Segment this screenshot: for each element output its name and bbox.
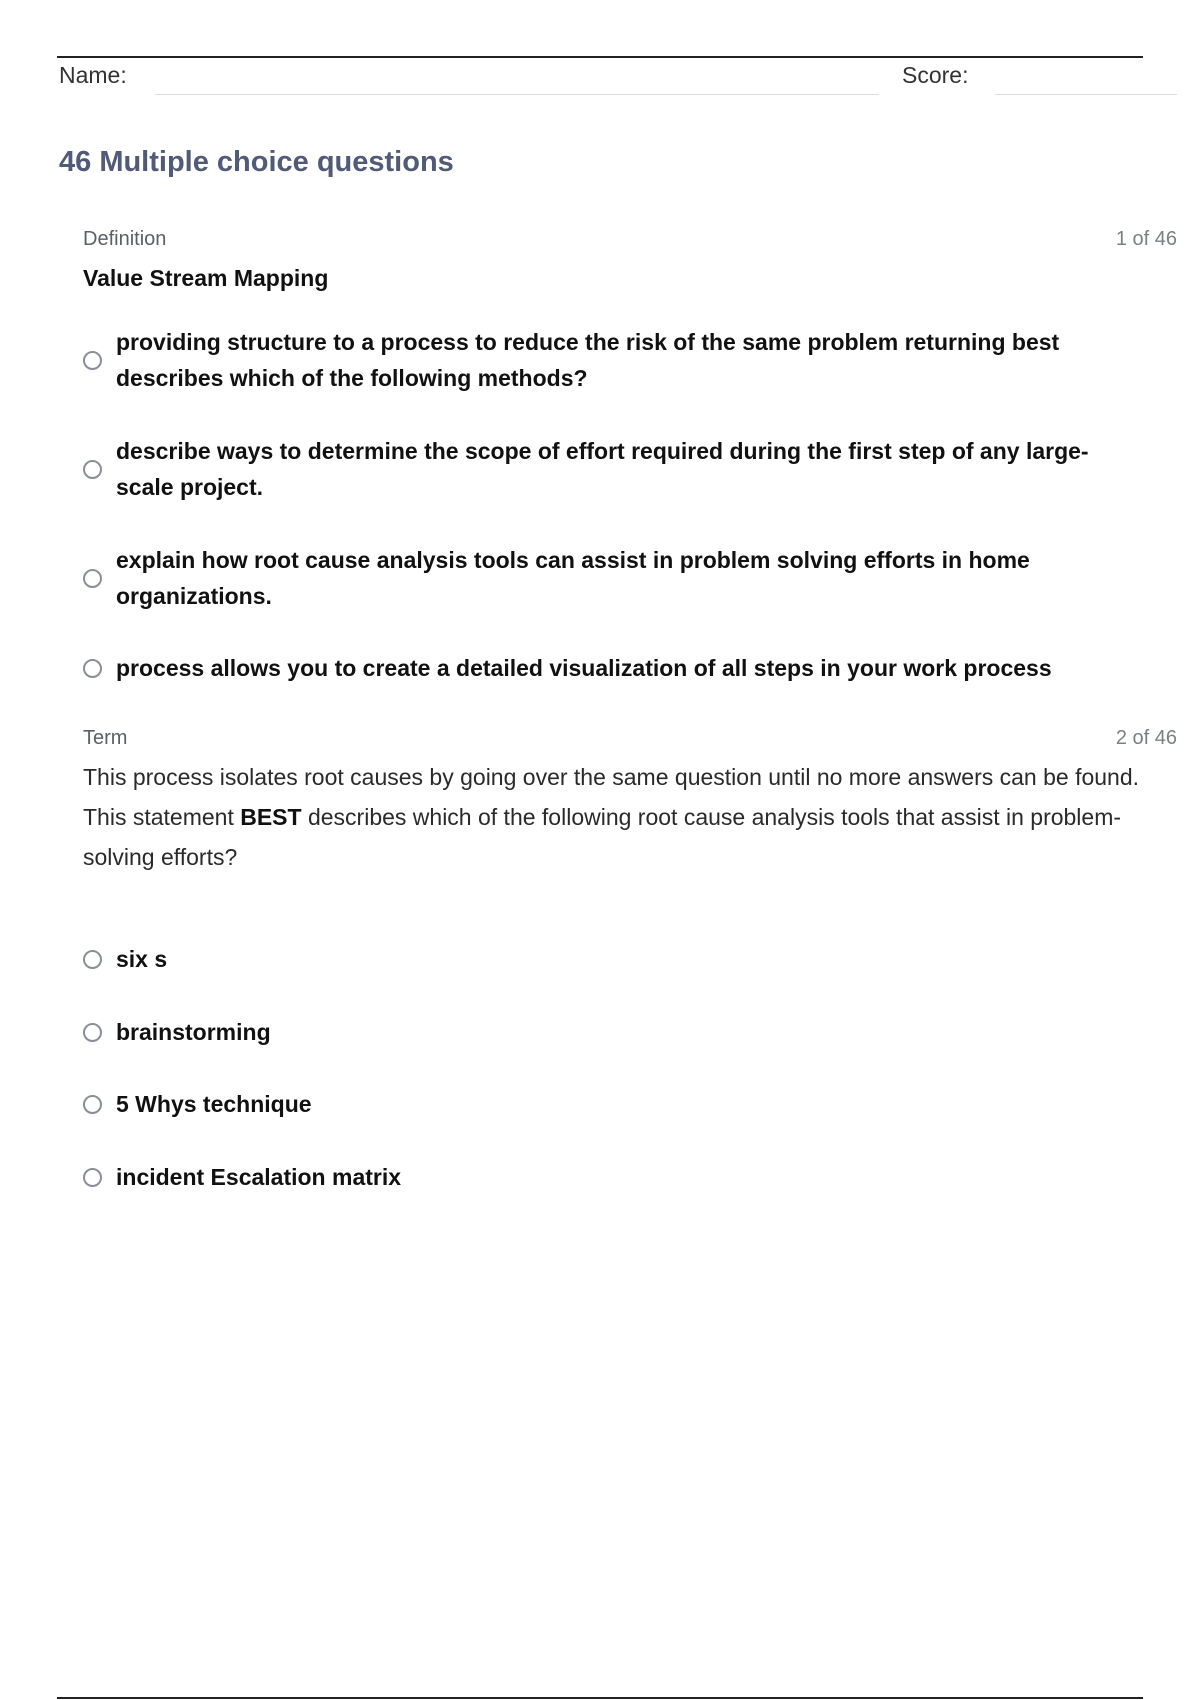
- answer-option-text: providing structure to a process to reduce the risk of the same problem returning best describes which of the following methods?: [116, 329, 1060, 391]
- question-counter: 1 of 46: [1115, 228, 1177, 250]
- bottom-divider: [57, 1697, 1143, 1699]
- answer-option[interactable]: [83, 1014, 1143, 1050]
- prompt-text: describes which of the following root cause analysis tools that assist in problem-solving efforts?: [83, 804, 1122, 870]
- header-row: [59, 60, 1179, 100]
- prompt-line-2: [83, 797, 1143, 877]
- answer-option[interactable]: [83, 1159, 1143, 1195]
- question-type-label: Term: [83, 727, 128, 749]
- top-divider: [57, 56, 1143, 58]
- name-label: Name:: [59, 62, 127, 88]
- answer-option-text: explain how root cause analysis tools can assist in problem solving efforts in home organizations.: [116, 547, 1030, 609]
- radio-circle-icon[interactable]: [83, 351, 102, 370]
- question-term: Value Stream Mapping: [83, 265, 329, 291]
- question-type-label: Definition: [83, 228, 167, 250]
- radio-circle-icon[interactable]: [83, 1095, 102, 1114]
- radio-circle-icon[interactable]: [83, 1023, 102, 1042]
- answer-option-text: 5 Whys technique: [116, 1091, 312, 1117]
- score-label: Score:: [902, 62, 969, 88]
- radio-circle-icon[interactable]: [83, 569, 102, 588]
- answer-option-text: process allows you to create a detailed visualization of all steps in your work process: [116, 655, 1052, 681]
- prompt-line-1: This process isolates root causes by going over the same question until no more answers can be found.: [83, 764, 1140, 790]
- radio-circle-icon[interactable]: [83, 460, 102, 479]
- answer-option[interactable]: [83, 1086, 1143, 1122]
- question-prompt: [83, 757, 1143, 877]
- answer-option-text: incident Escalation matrix: [116, 1164, 402, 1190]
- question-counter: 2 of 46: [1115, 727, 1177, 749]
- answer-option-text: six s: [116, 946, 168, 972]
- name-input-line[interactable]: [155, 94, 879, 95]
- answer-option[interactable]: [83, 542, 1143, 614]
- score-input-line[interactable]: [995, 94, 1177, 95]
- prompt-text: This statement: [83, 804, 241, 830]
- answer-option-text: describe ways to determine the scope of effort required during the first step of any large-scale project.: [116, 438, 1089, 500]
- answer-option[interactable]: [83, 433, 1143, 505]
- page-title: 46 Multiple choice questions: [59, 146, 454, 178]
- prompt-emphasis: BEST: [240, 804, 302, 830]
- answer-option[interactable]: [83, 941, 1143, 977]
- radio-circle-icon[interactable]: [83, 1168, 102, 1187]
- answer-option-text: brainstorming: [116, 1019, 271, 1045]
- answer-option[interactable]: [83, 324, 1143, 396]
- answer-option[interactable]: [83, 650, 1143, 686]
- radio-circle-icon[interactable]: [83, 950, 102, 969]
- radio-circle-icon[interactable]: [83, 659, 102, 678]
